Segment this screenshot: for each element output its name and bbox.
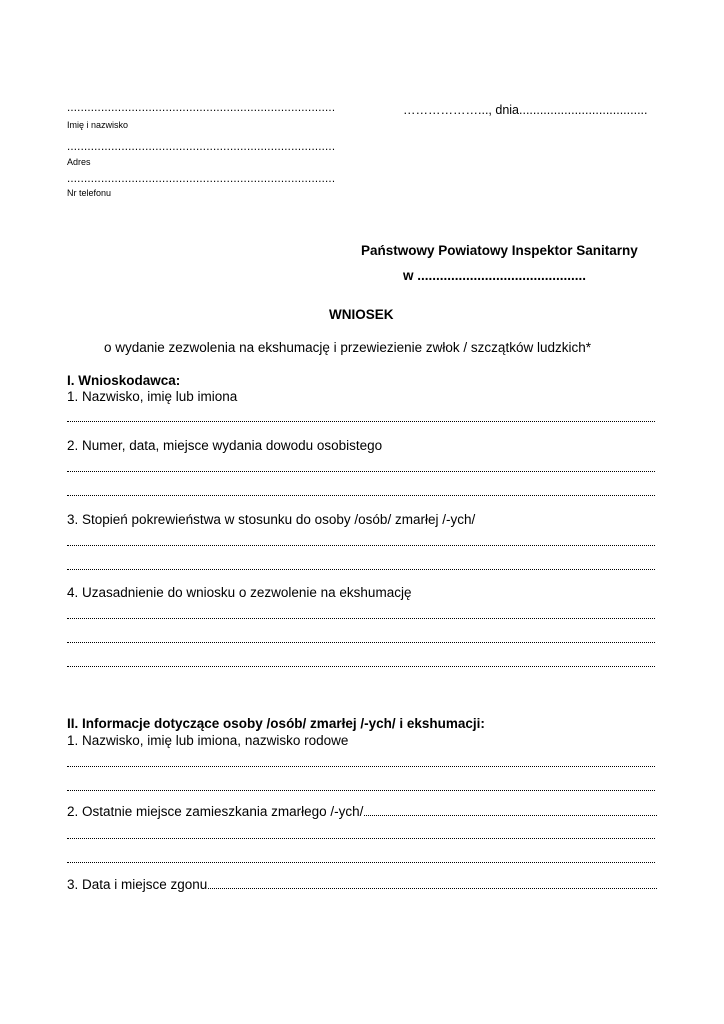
fill-line: [67, 421, 655, 422]
fill-line: [67, 790, 655, 791]
name-label: Imię i nazwisko: [67, 120, 129, 130]
section1-q4: 4. Uzasadnienie do wniosku o zezwolenie na ekshumację: [67, 585, 412, 600]
fill-line: [67, 545, 655, 546]
fill-line: [67, 495, 655, 496]
document-title: WNIOSEK: [329, 307, 394, 322]
fill-line: [364, 815, 657, 816]
fill-line: [67, 569, 655, 570]
section2-heading: II. Informacje dotyczące osoby /osób/ zmarłej /-ych/ i ekshumacji:: [67, 716, 485, 731]
section1-q2: 2. Numer, data, miejsce wydania dowodu osobistego: [67, 438, 383, 453]
addressee-title: Państwowy Powiatowy Inspektor Sanitarny: [361, 243, 638, 258]
fill-line: [67, 766, 655, 767]
section1-q1: 1. Nazwisko, imię lub imiona: [67, 389, 238, 404]
fill-line: [67, 642, 655, 643]
phone-label: Nr telefonu: [67, 188, 112, 198]
document-subtitle: o wydanie zezwolenia na ekshumację i przewiezienie zwłok / szczątków ludzkich*: [104, 340, 591, 355]
address-label: Adres: [67, 157, 91, 167]
fill-line: [208, 888, 657, 889]
section2-q3: 3. Data i miejsce zgonu: [67, 877, 208, 892]
fill-line: [67, 838, 655, 839]
section2-q2-row: [67, 804, 657, 819]
section2-q1: 1. Nazwisko, imię lub imiona, nazwisko rodowe: [67, 733, 349, 748]
section1-heading: I. Wnioskodawca:: [67, 373, 181, 388]
addressee-location: w .............................................: [403, 268, 587, 283]
section1-q3: 3. Stopień pokrewieństwa w stosunku do osoby /osób/ zmarłej /-ych/: [67, 512, 476, 527]
phone-dots: ...............................................................................: [67, 173, 336, 185]
place-date-field: ………………..., dnia.....................................: [403, 103, 648, 117]
fill-line: [67, 618, 655, 619]
name-dots: ...............................................................................: [67, 102, 336, 114]
fill-line: [67, 862, 655, 863]
section2-q2: 2. Ostatnie miejsce zamieszkania zmarłego /-ych/: [67, 804, 364, 819]
fill-line: [67, 471, 655, 472]
address-dots: ...............................................................................: [67, 141, 336, 153]
section2-q3-row: [67, 877, 657, 892]
fill-line: [67, 666, 655, 667]
